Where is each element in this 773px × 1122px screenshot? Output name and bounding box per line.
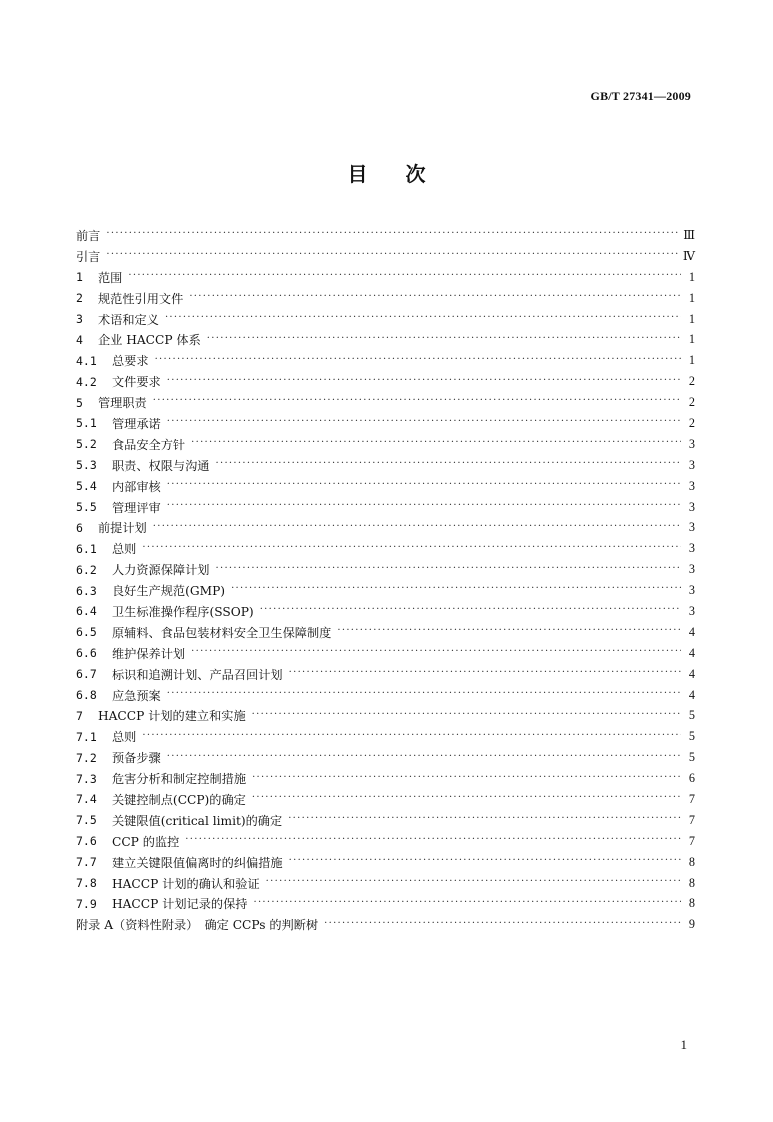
toc-leader-dots bbox=[191, 438, 681, 450]
toc-entry-label: 食品安全方针 bbox=[112, 437, 186, 452]
toc-leader-dots bbox=[260, 605, 681, 617]
toc-entry-label: 总要求 bbox=[112, 354, 149, 369]
toc-entry-label: 危害分析和制定控制措施 bbox=[112, 772, 247, 787]
toc-entry[interactable] bbox=[76, 789, 695, 810]
toc-leader-dots bbox=[185, 835, 681, 847]
toc-entry-page: 1 bbox=[688, 353, 695, 368]
toc-entry-label: 应急预案 bbox=[112, 688, 161, 703]
toc-leader-dots bbox=[142, 543, 681, 555]
toc-entry[interactable] bbox=[76, 413, 695, 434]
toc-entry-number: 7.9 bbox=[76, 896, 97, 911]
toc-entry-label: 范围 bbox=[98, 270, 123, 285]
toc-entry-label: 规范性引用文件 bbox=[98, 291, 184, 306]
toc-entry-page: 3 bbox=[688, 541, 695, 556]
toc-leader-dots bbox=[216, 564, 682, 576]
toc-entry[interactable] bbox=[76, 873, 695, 894]
toc-leader-dots bbox=[289, 668, 681, 680]
toc-entry-page: 8 bbox=[688, 875, 695, 890]
toc-entry-number: 6.8 bbox=[76, 688, 97, 703]
toc-entry-label: HACCP 计划的建立和实施 bbox=[98, 709, 246, 724]
toc-entry-number: 7.2 bbox=[76, 750, 97, 765]
toc-entry-page: 1 bbox=[688, 269, 695, 284]
toc-entry-label: 人力资源保障计划 bbox=[112, 563, 210, 578]
toc-entry-label: 附录 A（资料性附录） 确定 CCPs 的判断树 bbox=[76, 918, 319, 933]
toc-entry[interactable] bbox=[76, 329, 695, 350]
toc-leader-dots bbox=[128, 271, 681, 283]
toc-entry-number: 5.2 bbox=[76, 437, 97, 452]
toc-entry-label: 文件要求 bbox=[112, 375, 161, 390]
toc-entry-number: 6.4 bbox=[76, 604, 97, 619]
toc-entry[interactable] bbox=[76, 580, 695, 601]
toc-entry-label: CCP 的监控 bbox=[112, 834, 180, 849]
toc-leader-dots bbox=[266, 877, 681, 889]
toc-entry[interactable] bbox=[76, 350, 695, 371]
toc-entry-page: 6 bbox=[688, 771, 695, 786]
toc-entry-label: 管理职责 bbox=[98, 396, 147, 411]
title-char-1: 目 bbox=[347, 162, 368, 186]
toc-entry[interactable] bbox=[76, 831, 695, 852]
toc-entry-label: 总则 bbox=[112, 730, 137, 745]
toc-entry[interactable] bbox=[76, 517, 695, 538]
toc-entry-number: 7.4 bbox=[76, 792, 97, 807]
toc-leader-dots bbox=[324, 919, 681, 931]
toc-entry-number: 7.3 bbox=[76, 771, 97, 786]
toc-leader-dots bbox=[253, 898, 681, 910]
toc-leader-dots bbox=[167, 501, 681, 513]
toc-entry[interactable] bbox=[76, 267, 695, 288]
toc-entry-page: 3 bbox=[688, 603, 695, 618]
toc-entry[interactable] bbox=[76, 559, 695, 580]
toc-leader-dots bbox=[252, 773, 681, 785]
toc-entry-number: 3 bbox=[76, 312, 83, 326]
page-title bbox=[0, 158, 773, 187]
toc-leader-dots bbox=[252, 793, 681, 805]
toc-leader-dots bbox=[167, 689, 681, 701]
toc-leader-dots bbox=[167, 480, 681, 492]
toc-entry-label: 前言 bbox=[76, 228, 101, 243]
toc-entry-page: 2 bbox=[688, 374, 695, 389]
toc-entry-label: 标识和追溯计划、产品召回计划 bbox=[112, 667, 283, 682]
toc-entry-number: 6.6 bbox=[76, 646, 97, 661]
toc-entry-number: 7.6 bbox=[76, 834, 97, 849]
toc-entry-page: 3 bbox=[688, 562, 695, 577]
toc-entry-number: 6.7 bbox=[76, 667, 97, 682]
toc-entry-number: 2 bbox=[76, 291, 83, 306]
toc-entry-label: 企业 HACCP 体系 bbox=[98, 333, 201, 348]
title-char-2: 次 bbox=[405, 162, 426, 186]
toc-entry-number: 5 bbox=[76, 395, 83, 410]
toc-entry-label: 管理评审 bbox=[112, 500, 161, 515]
toc-entry[interactable] bbox=[76, 685, 695, 706]
toc-entry-number: 1 bbox=[76, 270, 83, 285]
toc-entry-label: 职责、权限与沟通 bbox=[112, 458, 210, 473]
toc-entry-label: HACCP 计划的确认和验证 bbox=[112, 876, 260, 891]
toc-entry-number: 4.2 bbox=[76, 374, 97, 389]
toc-entry-number: 5.1 bbox=[76, 416, 97, 431]
toc-entry-number: 5.5 bbox=[76, 500, 97, 515]
toc-entry-number: 6.2 bbox=[76, 562, 97, 577]
toc-entry-label: 管理承诺 bbox=[112, 416, 161, 431]
toc-entry[interactable] bbox=[76, 747, 695, 768]
toc-entry-label: 前提计划 bbox=[98, 521, 147, 536]
toc-entry-page: 4 bbox=[688, 687, 695, 702]
toc-entry[interactable] bbox=[76, 705, 695, 726]
toc-entry[interactable] bbox=[76, 455, 695, 476]
toc-entry-number: 7 bbox=[76, 708, 83, 723]
toc-entry-number: 7.7 bbox=[76, 855, 97, 870]
toc-entry-page: 3 bbox=[688, 499, 695, 514]
toc-entry-page: 4 bbox=[688, 624, 695, 639]
toc-entry[interactable] bbox=[76, 914, 695, 935]
toc-entry-page: 3 bbox=[688, 583, 695, 598]
toc-entry-page: 1 bbox=[688, 290, 695, 305]
toc-entry-page: 5 bbox=[688, 750, 695, 765]
toc-entry[interactable] bbox=[76, 810, 695, 831]
toc-entry-number: 7.1 bbox=[76, 729, 97, 744]
toc-entry-page: 2 bbox=[688, 415, 695, 430]
document-code: GB/T 27341—2009 bbox=[590, 89, 691, 103]
toc-entry[interactable] bbox=[76, 726, 695, 747]
toc-entry[interactable] bbox=[76, 371, 695, 392]
toc-leader-dots bbox=[216, 459, 682, 471]
toc-leader-dots bbox=[231, 584, 681, 596]
toc-entry-number: 6.5 bbox=[76, 625, 97, 640]
toc-leader-dots bbox=[207, 334, 681, 346]
toc-entry-number: 6.1 bbox=[76, 541, 97, 556]
toc-entry-page: Ⅳ bbox=[682, 248, 695, 263]
toc-entry[interactable] bbox=[76, 246, 695, 267]
toc-entry-page: 3 bbox=[688, 457, 695, 472]
toc-entry-page: 8 bbox=[688, 896, 695, 911]
toc-entry-number: 5.4 bbox=[76, 479, 97, 494]
toc-entry-page: 9 bbox=[688, 917, 695, 932]
toc-entry-page: 5 bbox=[688, 708, 695, 723]
toc-entry-page: 5 bbox=[688, 729, 695, 744]
toc-entry[interactable] bbox=[76, 601, 695, 622]
toc-leader-dots bbox=[289, 856, 681, 868]
toc-leader-dots bbox=[142, 731, 681, 743]
toc-entry[interactable] bbox=[76, 664, 695, 685]
toc-entry-page: 3 bbox=[688, 436, 695, 451]
toc-entry-label: 原辅料、食品包装材料安全卫生保障制度 bbox=[112, 625, 332, 640]
toc-entry-number: 6 bbox=[76, 520, 83, 535]
toc-entry-number: 4.1 bbox=[76, 353, 97, 368]
toc-entry-number: 7.5 bbox=[76, 813, 97, 828]
toc-entry[interactable] bbox=[76, 852, 695, 873]
toc-leader-dots bbox=[155, 355, 681, 367]
toc-entry-number: 6.3 bbox=[76, 583, 97, 598]
toc-entry-page: Ⅲ bbox=[683, 227, 695, 242]
toc-entry[interactable] bbox=[76, 476, 695, 497]
toc-entry-label: 引言 bbox=[76, 249, 101, 264]
table-of-contents bbox=[76, 225, 695, 935]
toc-entry-page: 4 bbox=[688, 645, 695, 660]
toc-entry[interactable] bbox=[76, 309, 695, 330]
toc-entry-page: 8 bbox=[688, 854, 695, 869]
toc-leader-dots bbox=[153, 522, 681, 534]
toc-entry-page: 1 bbox=[688, 311, 695, 326]
toc-entry-page: 7 bbox=[688, 812, 695, 827]
toc-entry-page: 3 bbox=[688, 478, 695, 493]
toc-entry-label: 建立关键限值偏离时的纠偏措施 bbox=[112, 855, 283, 870]
toc-entry[interactable] bbox=[76, 538, 695, 559]
toc-entry[interactable] bbox=[76, 643, 695, 664]
toc-entry-page: 3 bbox=[688, 520, 695, 535]
toc-entry[interactable] bbox=[76, 392, 695, 413]
toc-entry-label: 卫生标准操作程序(SSOP) bbox=[112, 604, 254, 619]
toc-entry-label: 预备步骤 bbox=[112, 751, 161, 766]
toc-leader-dots bbox=[252, 710, 681, 722]
toc-entry-label: 术语和定义 bbox=[98, 312, 159, 327]
toc-entry-label: 维护保养计划 bbox=[112, 646, 186, 661]
toc-entry[interactable] bbox=[76, 288, 695, 309]
toc-leader-dots bbox=[165, 313, 681, 325]
toc-entry[interactable] bbox=[76, 622, 695, 643]
toc-entry-label: HACCP 计划记录的保持 bbox=[112, 897, 248, 912]
toc-entry-number: 5.3 bbox=[76, 458, 97, 473]
toc-entry-page: 4 bbox=[688, 666, 695, 681]
toc-entry[interactable] bbox=[76, 768, 695, 789]
toc-leader-dots bbox=[167, 752, 681, 764]
toc-entry-number: 7.8 bbox=[76, 876, 97, 891]
toc-entry[interactable] bbox=[76, 894, 695, 915]
toc-leader-dots bbox=[337, 626, 681, 638]
toc-leader-dots bbox=[106, 229, 679, 241]
toc-entry-label: 良好生产规范(GMP) bbox=[112, 584, 226, 599]
page-number: 1 bbox=[680, 1037, 687, 1052]
toc-entry-label: 关键控制点(CCP)的确定 bbox=[112, 792, 246, 807]
toc-entry[interactable] bbox=[76, 434, 695, 455]
toc-entry[interactable] bbox=[76, 497, 695, 518]
toc-leader-dots bbox=[191, 647, 681, 659]
toc-entry-label: 总则 bbox=[112, 542, 137, 557]
toc-entry[interactable] bbox=[76, 225, 695, 246]
toc-entry-label: 内部审核 bbox=[112, 479, 161, 494]
toc-entry-number: 4 bbox=[76, 332, 83, 347]
toc-entry-page: 7 bbox=[688, 791, 695, 806]
toc-leader-dots bbox=[153, 396, 681, 408]
toc-entry-page: 1 bbox=[688, 332, 695, 347]
toc-entry-label: 关键限值(critical limit)的确定 bbox=[112, 813, 283, 828]
toc-leader-dots bbox=[106, 250, 678, 262]
toc-leader-dots bbox=[167, 417, 681, 429]
toc-entry-page: 2 bbox=[688, 395, 695, 410]
toc-leader-dots bbox=[167, 376, 681, 388]
toc-leader-dots bbox=[189, 292, 681, 304]
toc-leader-dots bbox=[288, 814, 681, 826]
toc-entry-page: 7 bbox=[688, 833, 695, 848]
